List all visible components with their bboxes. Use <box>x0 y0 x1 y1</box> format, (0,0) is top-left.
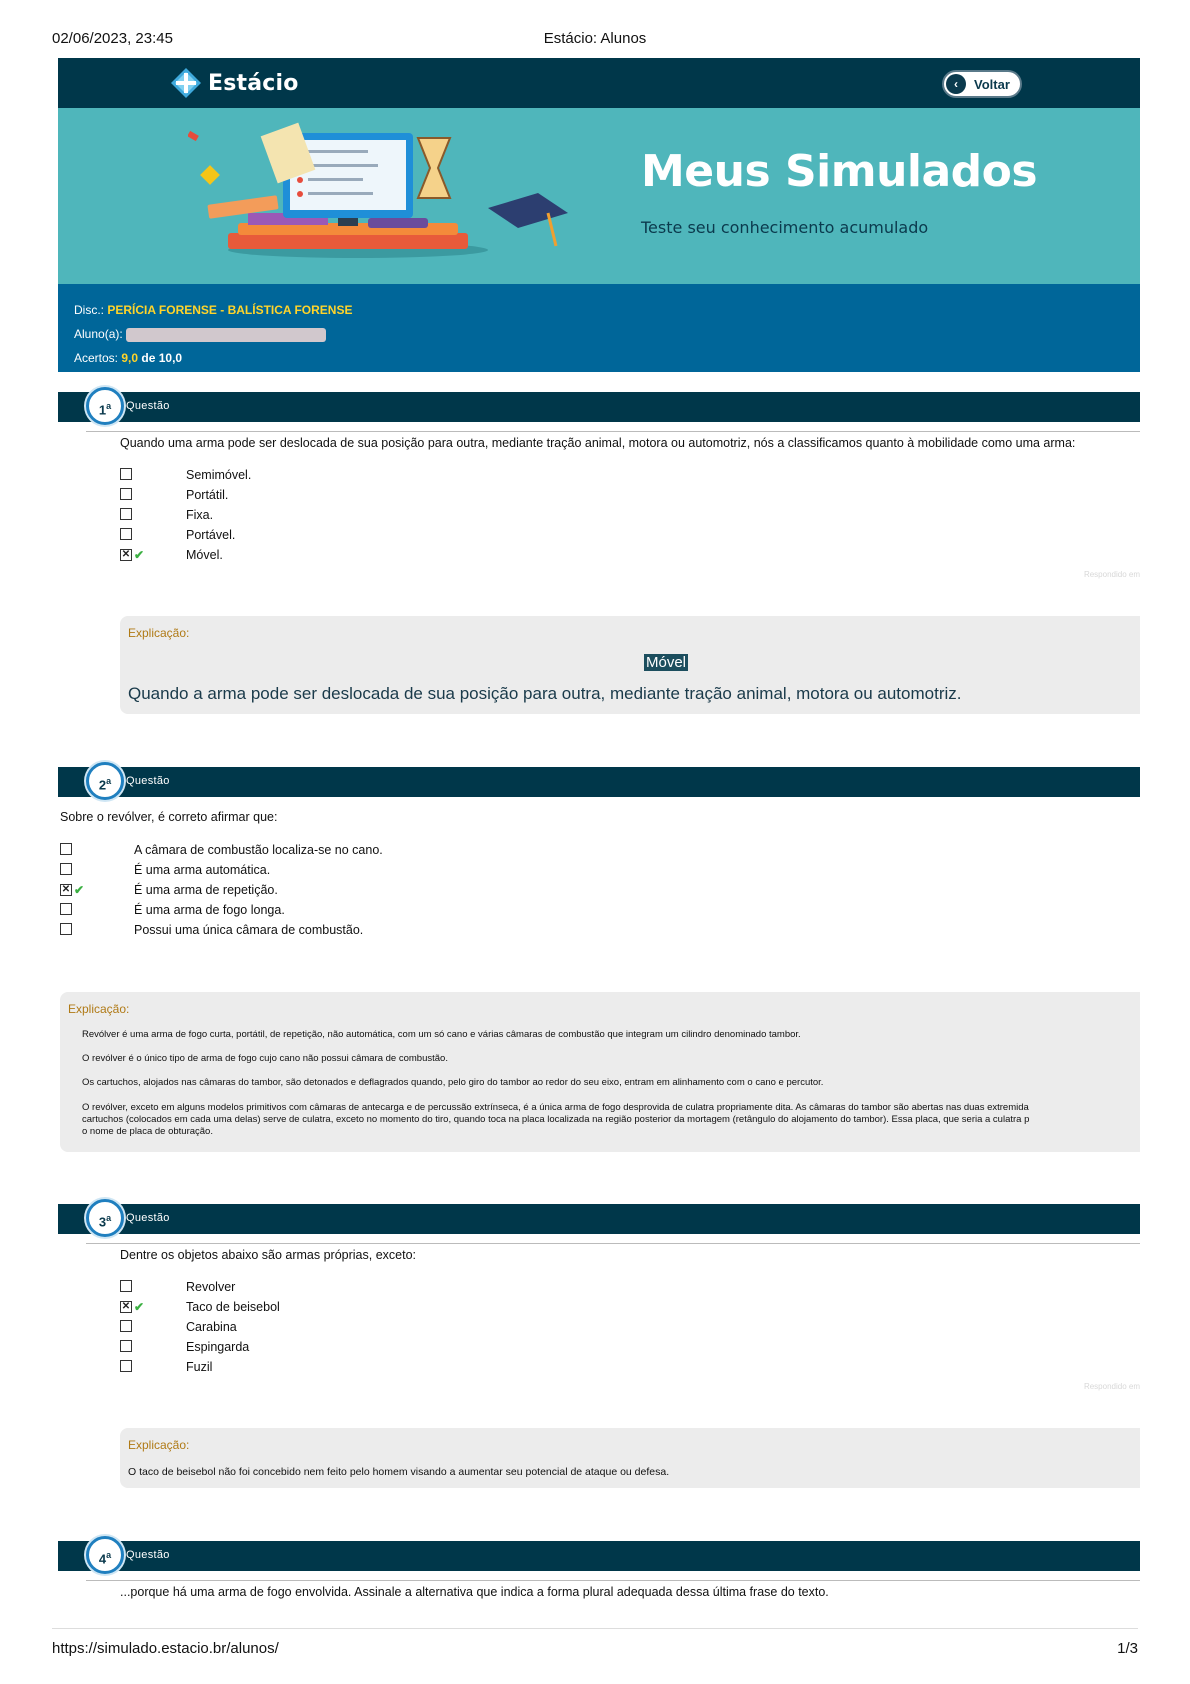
explanation-box-3 <box>120 1428 1140 1488</box>
question-1-header <box>58 392 1140 422</box>
option-label: A câmara de combustão localiza-se no cano. <box>134 843 383 857</box>
explanation-box-1 <box>120 616 1140 714</box>
explanation-text: cartuchos (colocados em cada uma delas) serve de culatra, exceto no momento do tiro, quando toca na placa localizada na região posterior da mortagem (retângulo do alojamento do tambor). Essa placa, que seria a culatra p <box>82 1114 1030 1125</box>
option-label: Carabina <box>186 1320 237 1334</box>
option-checkbox[interactable] <box>120 488 132 500</box>
explanation-highlight: Móvel <box>646 654 687 671</box>
discipline-name: PERÍCIA FORENSE - BALÍSTICA FORENSE <box>107 303 353 317</box>
option-label: Fuzil <box>186 1360 213 1374</box>
explanation-text: Os cartuchos, alojados nas câmaras do tambor, são detonados e deflagrados quando, pelo giro do tambor ao redor do seu eixo, entram em alinhamento com o cano e percutor. <box>82 1077 824 1088</box>
option-checkbox-selected[interactable]: ✕ <box>121 1301 131 1312</box>
question-4-number: 4$^a$ <box>86 1536 124 1574</box>
option-checkbox[interactable] <box>120 1280 132 1292</box>
banner-title: Meus Simulados <box>641 146 1038 197</box>
answered-note: Respondido em <box>1083 570 1140 579</box>
explanation-label: Explicação: <box>128 1438 190 1452</box>
score-total: de 10,0 <box>141 351 183 365</box>
option-label: Taco de beisebol <box>186 1300 280 1314</box>
question-1-text: Quando uma arma pode ser deslocada de sua posição para outra, mediante tração animal, motora ou automotriz, nós a classificamos quanto à mobilidade como uma arma: <box>120 436 1076 450</box>
student-row: Aluno(a): <box>74 322 1124 346</box>
question-3-text: Dentre os objetos abaixo são armas próprias, exceto: <box>120 1248 416 1262</box>
option-checkbox[interactable] <box>120 1320 132 1332</box>
divider <box>86 431 1140 432</box>
explanation-box-2 <box>60 992 1140 1152</box>
score-value: 9,0 <box>121 351 139 365</box>
option-label: Móvel. <box>186 548 223 562</box>
footer-divider <box>52 1628 1138 1629</box>
question-1-number: 1$^a$ <box>86 387 124 425</box>
option-checkbox[interactable] <box>120 1360 132 1372</box>
print-title: Estácio: Alunos <box>543 30 647 47</box>
question-4-header <box>58 1541 1140 1571</box>
back-button-label: Voltar <box>974 76 1010 92</box>
explanation-label: Explicação: <box>128 626 190 640</box>
divider <box>86 1243 1140 1244</box>
option-checkbox-selected[interactable]: ✕ <box>61 884 71 895</box>
logo-text: Estácio <box>208 70 299 96</box>
explanation-text: O revólver, exceto em alguns modelos primitivos com câmaras de antecarga e de percussão extrínseca, é a única arma de fogo desprovida de culatra propriamente dita. As câmaras do tambor são abertas nas duas extremida <box>82 1102 1029 1113</box>
question-3-header <box>58 1204 1140 1234</box>
question-label: Questão <box>126 775 170 787</box>
print-url: https://simulado.estacio.br/alunos/ <box>52 1640 279 1657</box>
answered-note: Respondido em <box>1083 1382 1140 1391</box>
correct-check-icon: ✔ <box>134 548 145 562</box>
score-row: Acertos: 9,0 de 10,0 <box>74 351 183 365</box>
print-date: 02/06/2023, 23:45 <box>52 30 173 47</box>
option-label: É uma arma de fogo longa. <box>134 903 285 917</box>
option-checkbox[interactable] <box>120 1340 132 1352</box>
option-label: É uma arma automática. <box>134 863 271 877</box>
chevron-left-icon: ‹ <box>946 74 966 94</box>
explanation-text: O taco de beisebol não foi concebido nem feito pelo homem visando a aumentar seu potencial de ataque ou defesa. <box>128 1466 670 1478</box>
questions-area <box>58 0 1140 1684</box>
explanation-text: O revólver é o único tipo de arma de fogo cujo cano não possui câmara de combustão. <box>82 1053 448 1064</box>
option-checkbox[interactable] <box>60 903 72 915</box>
option-checkbox[interactable] <box>120 528 132 540</box>
option-label: Espingarda <box>186 1340 250 1354</box>
option-label: É uma arma de repetição. <box>134 883 278 897</box>
discipline-row: Disc.: PERÍCIA FORENSE - BALÍSTICA FORENSE <box>74 303 353 317</box>
option-checkbox[interactable] <box>60 843 72 855</box>
explanation-text: Quando a arma pode ser deslocada de sua posição para outra, mediante tração animal, motora ou automotriz. <box>128 684 962 703</box>
question-2-header <box>58 767 1140 797</box>
option-label: Fixa. <box>186 508 214 522</box>
option-checkbox[interactable] <box>60 923 72 935</box>
question-label: Questão <box>126 400 170 412</box>
option-label: Possui uma única câmara de combustão. <box>134 923 364 937</box>
option-checkbox[interactable] <box>60 863 72 875</box>
option-label: Revolver <box>186 1280 236 1294</box>
explanation-label: Explicação: <box>68 1002 130 1016</box>
option-label: Portátil. <box>186 488 229 502</box>
option-checkbox[interactable] <box>120 508 132 520</box>
banner-subtitle: Teste seu conhecimento acumulado <box>641 218 929 237</box>
question-4-text: ...porque há uma arma de fogo envolvida. Assinale a alternativa que indica a forma plural adequada dessa última frase do texto. <box>120 1585 829 1599</box>
question-2-number: 2$^a$ <box>86 762 124 800</box>
correct-check-icon: ✔ <box>74 883 85 897</box>
explanation-text: Revólver é uma arma de fogo curta, portátil, de repetição, não automática, com um só cano e várias câmaras de combustão que integram um cilindro denominado tambor. <box>82 1029 801 1040</box>
question-label: Questão <box>126 1549 170 1561</box>
divider <box>86 1580 1140 1581</box>
question-2-text: Sobre o revólver, é correto afirmar que: <box>60 810 278 824</box>
correct-check-icon: ✔ <box>134 1300 145 1314</box>
question-3-number: 3$^a$ <box>86 1199 124 1237</box>
option-label: Portável. <box>186 528 236 542</box>
option-checkbox[interactable] <box>120 468 132 480</box>
option-checkbox-selected[interactable]: ✕ <box>121 549 131 560</box>
explanation-text: o nome de placa de obturação. <box>82 1126 213 1137</box>
option-label: Semimóvel. <box>186 468 252 482</box>
question-label: Questão <box>126 1212 170 1224</box>
print-page-number: 1/3 <box>1117 1640 1138 1657</box>
